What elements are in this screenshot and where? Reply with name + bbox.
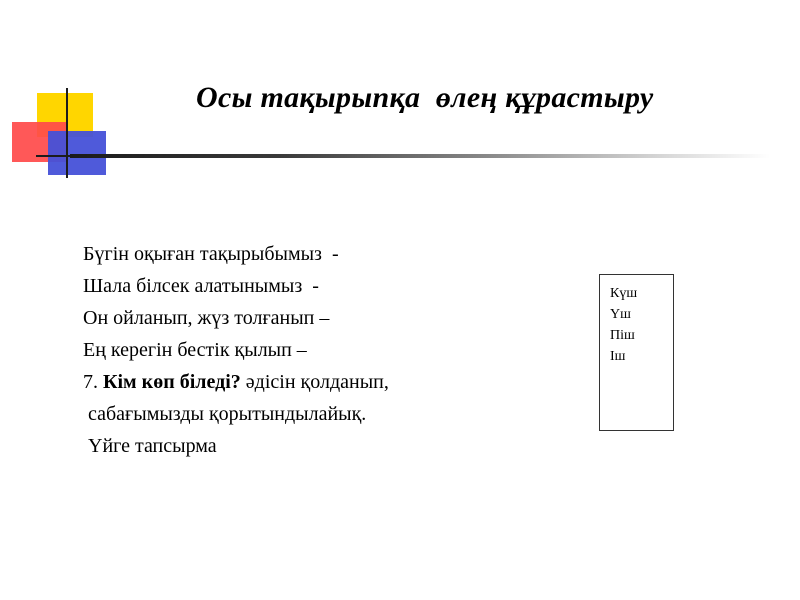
- method-suffix: әдісін қолданып,: [240, 371, 389, 393]
- poem-line: Ең керегін бестік қылып –: [83, 339, 307, 361]
- summary-line: сабағымызды қорытындылайық.: [83, 403, 367, 425]
- homework-line: Үйге тапсырма: [83, 435, 217, 457]
- word-box-item: Іш: [610, 349, 626, 364]
- word-box-item: Піш: [610, 328, 635, 343]
- logo-vertical-line: [66, 88, 68, 178]
- title-divider: [70, 154, 770, 158]
- poem-line: Шала білсек алатынымыз -: [83, 275, 319, 297]
- method-name: Кім көп біледі?: [103, 371, 241, 393]
- poem-line: Бүгін оқыған тақырыбымыз -: [83, 243, 339, 265]
- poem-line: Он ойланып, жүз толғанып –: [83, 307, 330, 329]
- logo-blue-square: [48, 131, 106, 175]
- word-box: [599, 274, 674, 431]
- slide-title: Осы тақырыпқа өлең құрастыру: [196, 81, 654, 114]
- word-box-item: Үш: [610, 307, 631, 322]
- method-line: [83, 366, 389, 398]
- poem-text: [83, 238, 389, 462]
- method-prefix: 7.: [83, 371, 103, 393]
- word-box-item: Күш: [610, 286, 638, 301]
